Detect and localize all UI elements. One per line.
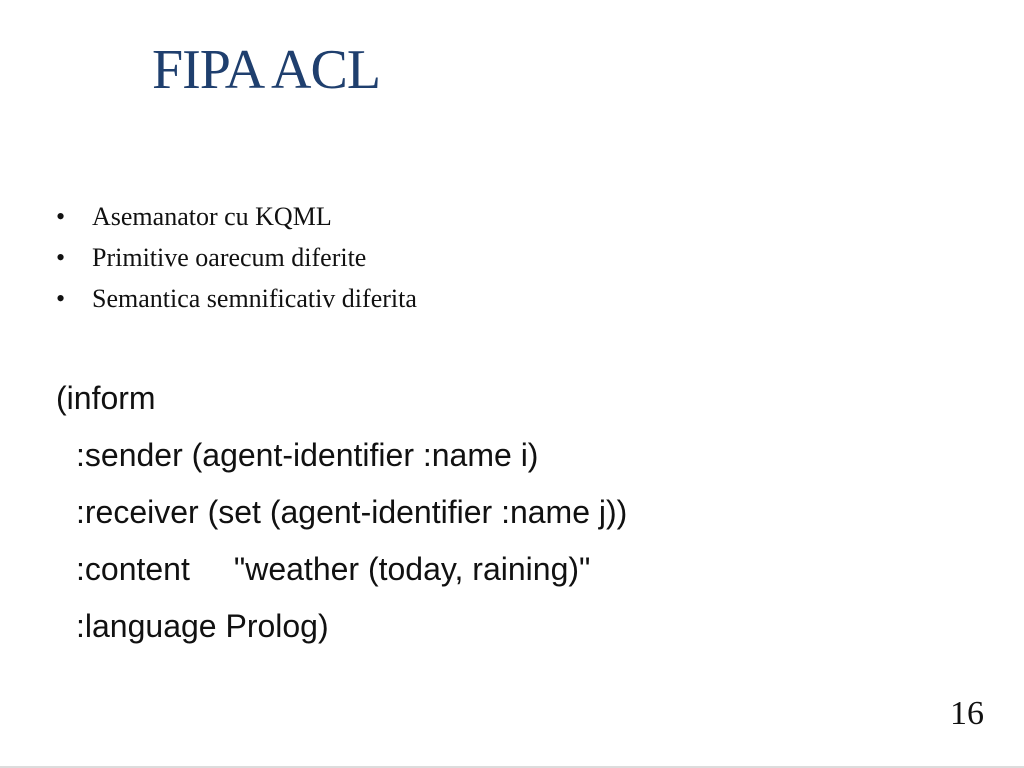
bullet-text: Semantica semnificativ diferita	[92, 284, 417, 313]
code-line-sender: :sender (agent-identifier :name i)	[76, 437, 539, 473]
bullet-text: Asemanator cu KQML	[92, 202, 332, 231]
slide-title: FIPA ACL	[152, 39, 381, 101]
code-line-language: :language Prolog)	[76, 608, 329, 644]
code-line-inform: (inform	[56, 380, 156, 416]
acl-message-example	[56, 370, 627, 655]
content-value: "weather (today, raining)"	[233, 551, 591, 587]
bullet-item	[56, 196, 417, 237]
bullet-dot-icon: •	[56, 243, 66, 272]
bullet-text: Primitive oarecum diferite	[92, 243, 367, 272]
content-key: :content	[76, 551, 190, 587]
bullet-dot-icon: •	[56, 284, 66, 313]
bullet-item	[56, 237, 417, 278]
bullet-list	[56, 196, 417, 319]
page-number: 16	[950, 695, 984, 732]
code-line-receiver: :receiver (set (agent-identifier :name j))	[76, 494, 628, 530]
bullet-item	[56, 278, 417, 319]
code-line-content	[56, 541, 627, 598]
bullet-dot-icon: •	[56, 202, 66, 231]
